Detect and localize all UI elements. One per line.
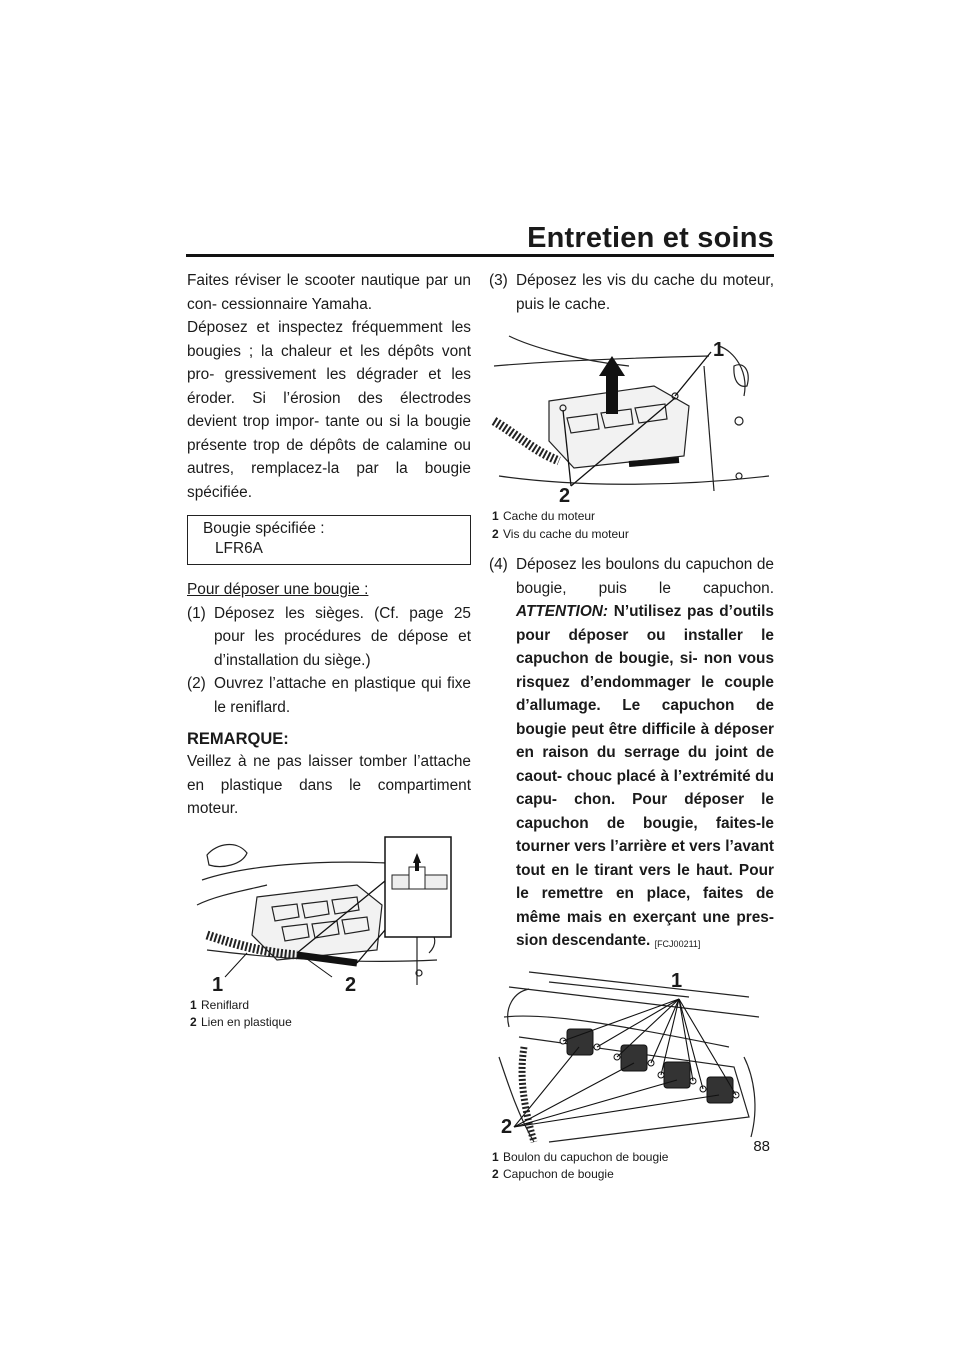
callout-label-2: 2 — [501, 1115, 513, 1138]
step-text: Déposez les sièges. (Cf. page 25 pour les procédures de dépose et d’installation du siège.) — [214, 604, 471, 669]
step-text: Déposez les boulons du capuchon de bougie, puis le capuchon. — [516, 556, 774, 597]
caption-item: 1 Cache du moteur — [492, 509, 596, 523]
callout-label-1: 1 — [212, 973, 224, 996]
remark-text: Veillez à ne pas laisser tomber l’attache en plastique dans le compartiment moteur. — [187, 753, 471, 817]
reference-code: [FCJ00211] — [654, 939, 701, 949]
spec-label: Bougie spécifiée : — [203, 520, 325, 537]
callout-label-1: 1 — [671, 969, 683, 992]
procedure-subheading: Pour déposer une bougie : — [187, 581, 369, 598]
figure-captions — [489, 1149, 774, 1184]
figure-breather-hose — [187, 835, 471, 1032]
caption-item: 1 Reniflard — [190, 997, 250, 1012]
step-number: (1) — [187, 604, 206, 622]
page-number: 88 — [753, 1138, 770, 1155]
step-1 — [187, 602, 471, 673]
caption-item: 2 Lien en plastique — [190, 1015, 292, 1029]
callout-label-2: 2 — [345, 973, 357, 996]
engine-cover-illustration — [489, 326, 774, 494]
step-number: (4) — [489, 556, 508, 573]
callout-label-1: 1 — [713, 339, 725, 361]
step-2 — [187, 672, 471, 719]
page-header-title: Entretien et soins — [527, 222, 774, 254]
step-3 — [489, 269, 774, 316]
caption-item: 1 Boulon du capuchon de bougie — [492, 1149, 669, 1164]
inspection-paragraph: Déposez et inspectez fréquemment les bougies ; la chaleur et les dépôts vont pro- gressivement les dégrader et les éroder. Si l’érosion des électrodes devient trop impor- tante ou si la bougie présente trop de dépôts de calamine ou autres, remplacez-la par la bougie spécifiée. — [187, 319, 471, 501]
header-rule — [186, 254, 774, 257]
step-text: Déposez les vis du cache du moteur, puis le cache. — [516, 272, 774, 313]
figure-captions — [489, 508, 774, 543]
figure-captions — [187, 997, 471, 1032]
left-column — [187, 269, 471, 1032]
engine-breather-illustration — [187, 835, 457, 985]
figure-spark-plug-caps — [489, 967, 774, 1184]
figure-engine-cover — [489, 326, 774, 543]
remark-heading: REMARQUE: — [187, 730, 289, 748]
step-number: (2) — [187, 675, 206, 692]
right-column — [489, 269, 774, 1184]
step-number: (3) — [489, 272, 508, 289]
caption-item: 2 Vis du cache du moteur — [492, 526, 629, 541]
spark-plug-spec-box — [187, 515, 471, 565]
callout-label-2: 2 — [559, 485, 571, 507]
step-4 — [489, 553, 774, 957]
caution-label: ATTENTION: — [516, 603, 609, 620]
caption-item: 2 Capuchon de bougie — [492, 1167, 614, 1181]
step-text: Ouvrez l’attache en plastique qui fixe le reniflard. — [214, 675, 471, 716]
intro-paragraph: Faites réviser le scooter nautique par un con- cessionnaire Yamaha. — [187, 272, 471, 313]
spec-value: LFR6A — [215, 540, 263, 557]
caution-text: N’utilisez pas d’outils pour déposer ou installer le capuchon de bougie, si- non vous risquez d’endommager le couple d’allumage. Le capuchon de bougie peut être difficile à déposer en raison du serrage du joint de caout- chouc placé à l’extrémité du capu- chon. Pour déposer le capuchon de bougie, faites-le tourner vers l’arrière et vers l’avant tout en le tirant vers le haut. Pour le remettre en place, faites de même mais en exerçant une pres- sion descendante. — [516, 603, 774, 949]
spark-plug-caps-illustration — [489, 967, 774, 1147]
